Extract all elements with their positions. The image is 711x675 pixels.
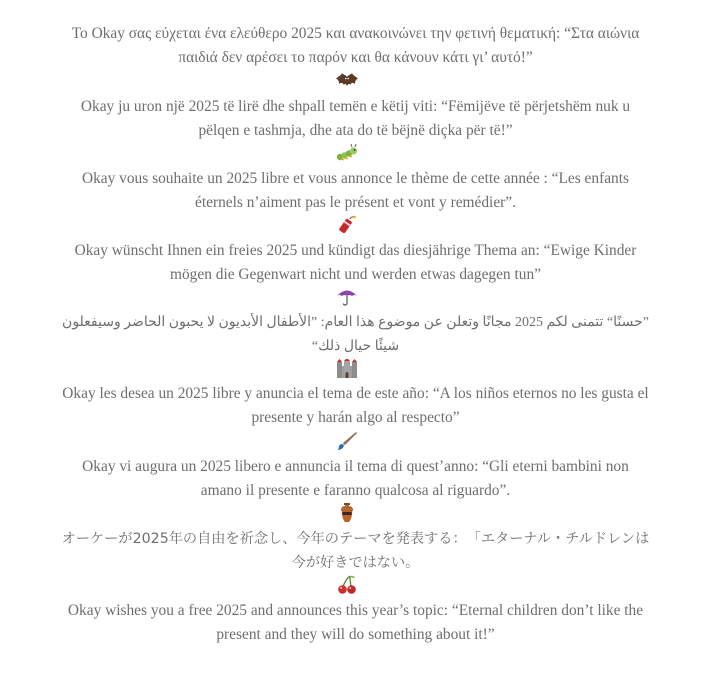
paintbrush-icon [335, 431, 359, 451]
message-greek: Το Okay σας εύχεται ένα ελεύθερο 2025 και ανακοινώνει την φετινή θεματική: “Στα αιώνια παιδιά δεν αρέσει το παρόν και θα κάνουν κάτι γι’ αυτό!” [71, 25, 640, 66]
cherries-icon [335, 575, 359, 595]
message-french: Okay vous souhaite un 2025 libre et vous annonce le thème de cette année : “Les enfants éternels n’aiment pas le présent et vont y remédier”. [81, 170, 630, 211]
caterpillar-icon [335, 144, 359, 164]
bat-icon [335, 72, 359, 92]
umbrella-icon [335, 288, 359, 308]
message-arabic: ”حسنًا“ تتمنى لكم 2025 مجانًا وتعلن عن موضوع هذا العام: ”الأطفال الأبديون لا يحبون الحاضر وسيفعلون شيئًا حيال ذلك“ [62, 315, 649, 354]
amphora-icon [335, 503, 359, 523]
message-english: Okay wishes you a free 2025 and announces this year’s topic: “Eternal children don’t like the present and they will do something about it!” [67, 602, 644, 643]
message-italian: Okay vi augura un 2025 libero e annuncia il tema di quest’anno: “Gli eterni bambini non amano il presente e faranno qualcosa al riguardo”. [82, 458, 629, 499]
castle-icon [335, 359, 359, 379]
message-albanian: Okay ju uron një 2025 të lirë dhe shpall temën e këtij viti: “Fëmijëve të përjetshëm nuk u pëlqen e tashmja, dhe ata do të bëjnë diçka për të!” [80, 98, 631, 139]
firecracker-icon [335, 215, 359, 235]
message-spanish: Okay les desea un 2025 libre y anuncia el tema de este año: “A los niños eternos no les gusta el presente y harán algo al respecto” [62, 385, 649, 426]
message-german: Okay wünscht Ihnen ein freies 2025 und kündigt das diesjährige Thema an: “Ewige Kinder mögen die Gegenwart nicht und werden etwas dagegen tun” [74, 242, 637, 283]
message-japanese: オーケーが2025年の自由を祈念し、今年のテーマを発表する： 「エターナル・チルドレンは今が好きではない。 [61, 531, 650, 571]
